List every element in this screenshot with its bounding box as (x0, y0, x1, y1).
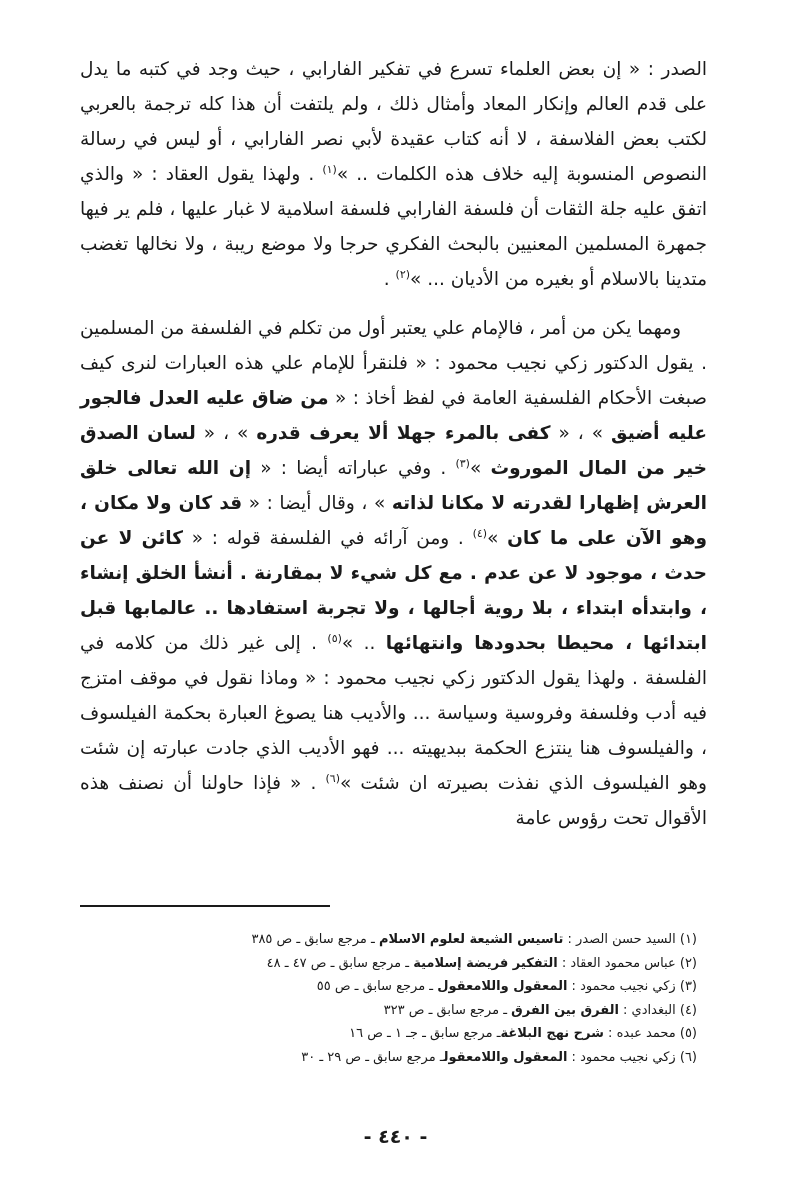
footnote-author: زكي نجيب محمود : (567, 979, 676, 994)
page-number: - ٤٤٠ - (363, 1126, 428, 1148)
paragraph-text: . ومن آرائه في الفلسفة قوله : « (182, 528, 473, 549)
paragraph-text: » ، « (550, 423, 612, 444)
footnote-reference: ـ مرجع سابق ـ ص ٣٢٣ (383, 1002, 512, 1018)
footnote-number: (٤) (679, 1002, 697, 1018)
footnote-title: التفكير فريضة إسلامية (413, 955, 558, 971)
footnote-divider (80, 905, 330, 907)
paragraph-text: » ، « (195, 423, 257, 444)
paragraph-text: » (469, 458, 491, 479)
quote-bold: لسان الصدق خير من المال الموروث (80, 423, 707, 479)
footnote-marker: (٦) (325, 771, 340, 785)
footnote-item (80, 975, 697, 999)
body-paragraph-1 (80, 52, 707, 297)
footnote-marker: (٣) (455, 456, 470, 470)
footnotes-list (80, 928, 707, 1069)
footnote-reference: ـ مرجع سابق ـ ص ٤٧ ـ ٤٨ (266, 955, 414, 971)
footnote-author: زكي نجيب محمود : (567, 1049, 676, 1065)
quote-bold: إن الله تعالى خلق العرش إظهارا لقدرته لا مكانا لذاته (80, 458, 707, 514)
footnote-number: (١) (679, 932, 697, 947)
paragraph-text: .. » (341, 633, 386, 654)
paragraph-text: . ولهذا يقول العقاد : « والذي اتفق عليه جلة الثقات أن فلسفة الفارابي فلسفة اسلامية لا غبار عليها ، فلم ير فيها جمهرة المسلمين المعنيين بالبحث الفكري حرجا ولا موضع ريبة ، ولا نخالها تغضب متدينا بالاسلام أو بغيره من الأديان ... » (80, 164, 707, 290)
paragraph-text: الصدر : « إن بعض العلماء تسرع في تفكير الفارابي ، حيث وجد في كتبه ما يدل على قدم العالم وإنكار المعاد وأمثال ذلك ، ولم يلتفت أن هذا كله ترجمة بالعربي لكتب بعض الفلاسفة ، لا أنه كتاب عقيدة لأبي نصر الفارابي ، أو ليس في رسالة النصوص المنسوبة إليه خلاف هذه الكلمات .. » (80, 59, 707, 185)
footnote-item (80, 1022, 697, 1046)
body-paragraph-2 (80, 311, 707, 836)
footnote-author: البغدادي : (618, 1002, 676, 1018)
footnote-reference: ـ مرجع سابق ـ ص ٣٨٥ (251, 932, 379, 947)
paragraph-text: . إلى غير ذلك من كلامه في الفلسفة . ولهذا يقول الدكتور زكي نجيب محمود : « وماذا نقول في موقف امتزج فيه أدب وفلسفة وفروسية وسياسة ... والأديب هنا يصوغ العبارة بحكمة الفيلسوف ، والفيلسوف هنا ينتزع الحكمة ببديهيته ... فهو الأديب الذي جادت عبارته إن شئت وهو الفيلسوف الذي نفذت بصيرته ان شئت » (80, 633, 707, 794)
footnote-title: المعقول واللامعقول (443, 1049, 568, 1065)
footnote-author: عباس محمود العقاد : (557, 955, 676, 971)
footnote-item (80, 999, 697, 1023)
quote-bold: قد كان ولا مكان ، وهو الآن على ما كان (80, 493, 707, 549)
paragraph-text: . « فإذا حاولنا أن نصنف هذه الأقوال تحت رؤوس عامة (80, 773, 707, 829)
footnote-title: المعقول واللامعقول (437, 979, 568, 994)
footnote-author: السيد حسن الصدر : (563, 932, 676, 947)
footnote-item (80, 1046, 697, 1070)
paragraph-text: » (487, 528, 508, 549)
footnote-title: شرح نهج البلاغة (500, 1026, 604, 1041)
paragraph-text: . (383, 269, 396, 290)
footnote-number: (٦) (679, 1049, 697, 1065)
footnote-marker: (٢) (395, 267, 411, 281)
footnote-title: تاسيس الشيعة لعلوم الاسلام (378, 932, 564, 947)
footnote-reference: ـ مرجع سابق ـ جـ ١ ـ ص ١٦ (349, 1026, 501, 1041)
footnote-item (80, 928, 697, 952)
quote-bold: كفى بالمرء جهلا ألا يعرف قدره (256, 423, 551, 444)
footnote-reference: ـ مرجع سابق ـ ص ٥٥ (316, 979, 438, 994)
footnote-marker: (٤) (472, 526, 488, 540)
paragraph-text: . وفي عباراته أيضا : « (251, 458, 456, 479)
footnote-number: (٥) (679, 1026, 697, 1041)
footnote-author: محمد عبده : (603, 1026, 676, 1041)
footnote-marker: (١) (322, 162, 337, 176)
footnote-marker: (٥) (327, 631, 342, 645)
footnote-reference: ـ مرجع سابق ـ ص ٢٩ ـ ٣٠ (301, 1049, 444, 1065)
quote-bold: كائن لا عن حدث ، موجود لا عن عدم . مع كل شيء لا بمقارنة . أنشأ الخلق إنشاء ، وابتدأه ابتداء ، بلا روية أجالها ، ولا تجربة استفادها .. عالمابها قبل ابتدائها ، محيطا بحدودها وانتهائها (80, 528, 707, 654)
footnote-number: (٢) (679, 955, 697, 971)
footnote-title: الفرق بين الفرق (511, 1002, 619, 1018)
quote-bold: من ضاق عليه العدل فالجور عليه أضيق (80, 388, 707, 444)
paragraph-text: ومهما يكن من أمر ، فالإمام علي يعتبر أول من تكلم في الفلسفة من المسلمين . يقول الدكتور زكي نجيب محمود : « فلنقرأ للإمام علي هذه العبارات لنرى كيف صبغت الأحكام الفلسفية العامة في لفظ أخاذ : « (80, 318, 707, 409)
footnote-number: (٣) (679, 979, 697, 994)
footnote-item (80, 952, 697, 976)
paragraph-text: » ، وقال أيضا : « (242, 493, 392, 514)
